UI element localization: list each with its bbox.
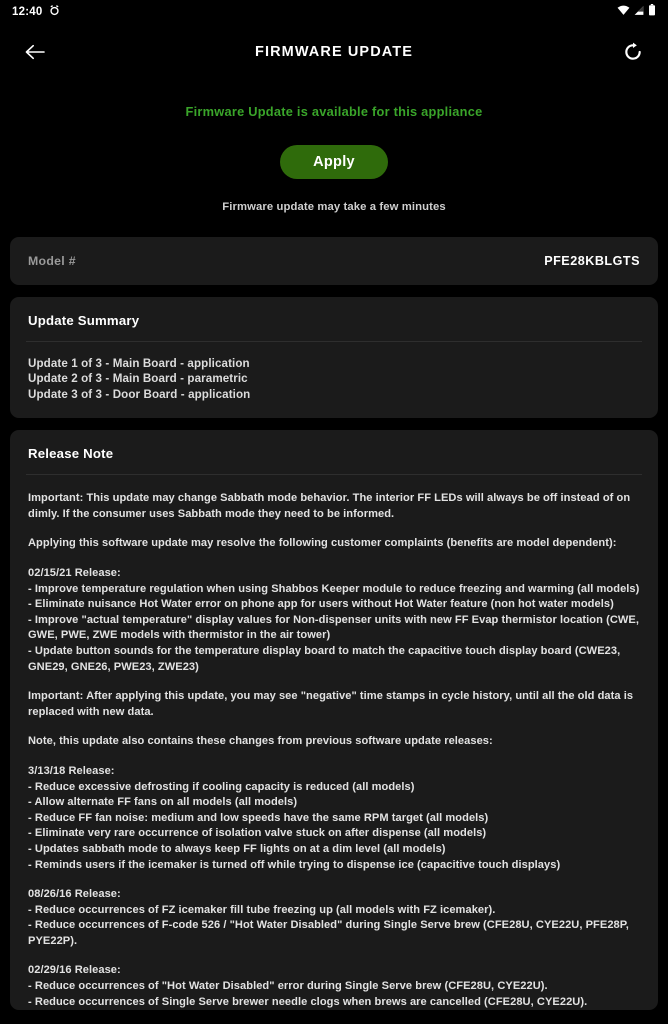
release-note-item: - Reduce occurrences of F-code 526 / "Hot Water Disabled" during Single Serve brew (CFE28U, CYE22U, PFE28P, PYE22P). (28, 919, 629, 947)
release-note-item: - Eliminate nuisance Hot Water error on phone app for users without Hot Water feature (non hot water models) (28, 598, 614, 611)
app-bar (0, 24, 668, 80)
release-note-title: Release Note (28, 446, 114, 462)
release-note-item: - Improve temperature regulation when using Shabbos Keeper module to reduce freezing and warming (all models) (28, 582, 640, 595)
release-note-item: - Reduce occurrences of Single Serve brewer needle clogs when brews are cancelled (CFE28U, CYE22U). (28, 995, 588, 1008)
cellular-signal-icon (633, 3, 645, 21)
battery-icon (648, 3, 656, 21)
release-note-item: - Improve "actual temperature" display values for Non-dispenser units with new FF Evap thermistor location (CWE, GWE, PWE, ZWE models with thermistor in the air tower) (28, 613, 639, 642)
apply-button-row (20, 145, 648, 179)
release-note-item: - Allow alternate FF fans on all models (all models) (28, 796, 298, 809)
release-note-item: - Updates sabbath mode to always keep FF lights on at a dim level (all models) (28, 842, 446, 855)
release-note-text: Applying this software update may resolve the following customer complaints (benefits are model dependent): (28, 537, 617, 550)
release-note-item: - Reduce FF fan noise: medium and low speeds have the same RPM target (all models) (28, 811, 489, 824)
back-arrow-icon (24, 43, 46, 61)
update-hero (0, 80, 668, 223)
release-note-text: Important: After applying this update, you may see "negative" time stamps in cycle history, until all the old data is replaced with new data. (28, 690, 634, 718)
update-summary-body (10, 342, 658, 418)
release-note-paragraph (28, 689, 640, 720)
model-label: Model # (28, 254, 76, 268)
refresh-button[interactable] (618, 37, 648, 67)
release-note-paragraph (28, 734, 640, 750)
release-section-heading: 08/26/16 Release: (28, 888, 121, 901)
alarm-icon (49, 3, 60, 21)
release-note-item: - Update button sounds for the temperature display board to match the capacitive touch display board (CWE23, GNE29, GNE26, PWE23, ZWE23) (28, 644, 621, 673)
release-note-paragraph (28, 536, 640, 552)
update-available-text: Firmware Update is available for this appliance (185, 104, 483, 119)
update-summary-line: Update 3 of 3 - Door Board - application (28, 387, 251, 401)
release-note-section (28, 566, 640, 675)
model-value: PFE28KBLGTS (544, 254, 640, 268)
update-summary-title: Update Summary (28, 313, 140, 328)
update-summary-line: Update 1 of 3 - Main Board - application (28, 357, 250, 370)
release-note-body (10, 475, 658, 1010)
release-note-section (28, 963, 640, 1010)
release-note-text: Note, this update also contains these changes from previous software update releases: (28, 735, 493, 748)
release-note-section (28, 764, 640, 873)
refresh-icon (623, 42, 643, 62)
release-note-card (10, 430, 658, 1010)
page-title: FIRMWARE UPDATE (254, 44, 413, 60)
release-section-heading: 02/15/21 Release: (28, 567, 121, 579)
release-note-item: - Reduce occurrences of FZ icemaker fill tube freezing up (all models with FZ icemaker). (28, 903, 496, 916)
release-note-section (28, 887, 640, 949)
status-bar-right (617, 3, 656, 21)
scroll-content[interactable] (0, 80, 668, 1024)
release-section-heading: 3/13/18 Release: (28, 764, 115, 777)
release-note-item: - Reduce occurrences of "Hot Water Disabled" error during Single Serve brew (CFE28U, CYE22U). (28, 980, 548, 993)
wifi-icon (617, 3, 630, 21)
apply-button[interactable]: Apply (280, 145, 388, 179)
release-note-paragraph (28, 491, 640, 522)
model-card (10, 237, 658, 285)
back-button[interactable] (20, 37, 50, 67)
status-bar (0, 0, 668, 24)
status-bar-left (12, 3, 60, 21)
release-section-heading: 02/29/16 Release: (28, 964, 121, 977)
update-summary-card (10, 297, 658, 418)
release-note-item: - Reduce excessive defrosting if cooling capacity is reduced (all models) (28, 780, 415, 793)
release-note-item: - Reminds users if the icemaker is turned off while trying to dispense ice (capacitive touch displays) (28, 858, 561, 871)
release-note-item: - Eliminate very rare occurrence of isolation valve stuck on after dispense (all models) (28, 827, 487, 840)
status-bar-clock: 12:40 (12, 6, 43, 18)
update-duration-hint: Firmware update may take a few minutes (222, 201, 446, 213)
update-summary-line: Update 2 of 3 - Main Board - parametric (28, 372, 248, 386)
release-note-text: Important: This update may change Sabbath mode behavior. The interior FF LEDs will always be off instead of on dimly. If the consumer uses Sabbath mode they need to be informed. (28, 492, 631, 520)
